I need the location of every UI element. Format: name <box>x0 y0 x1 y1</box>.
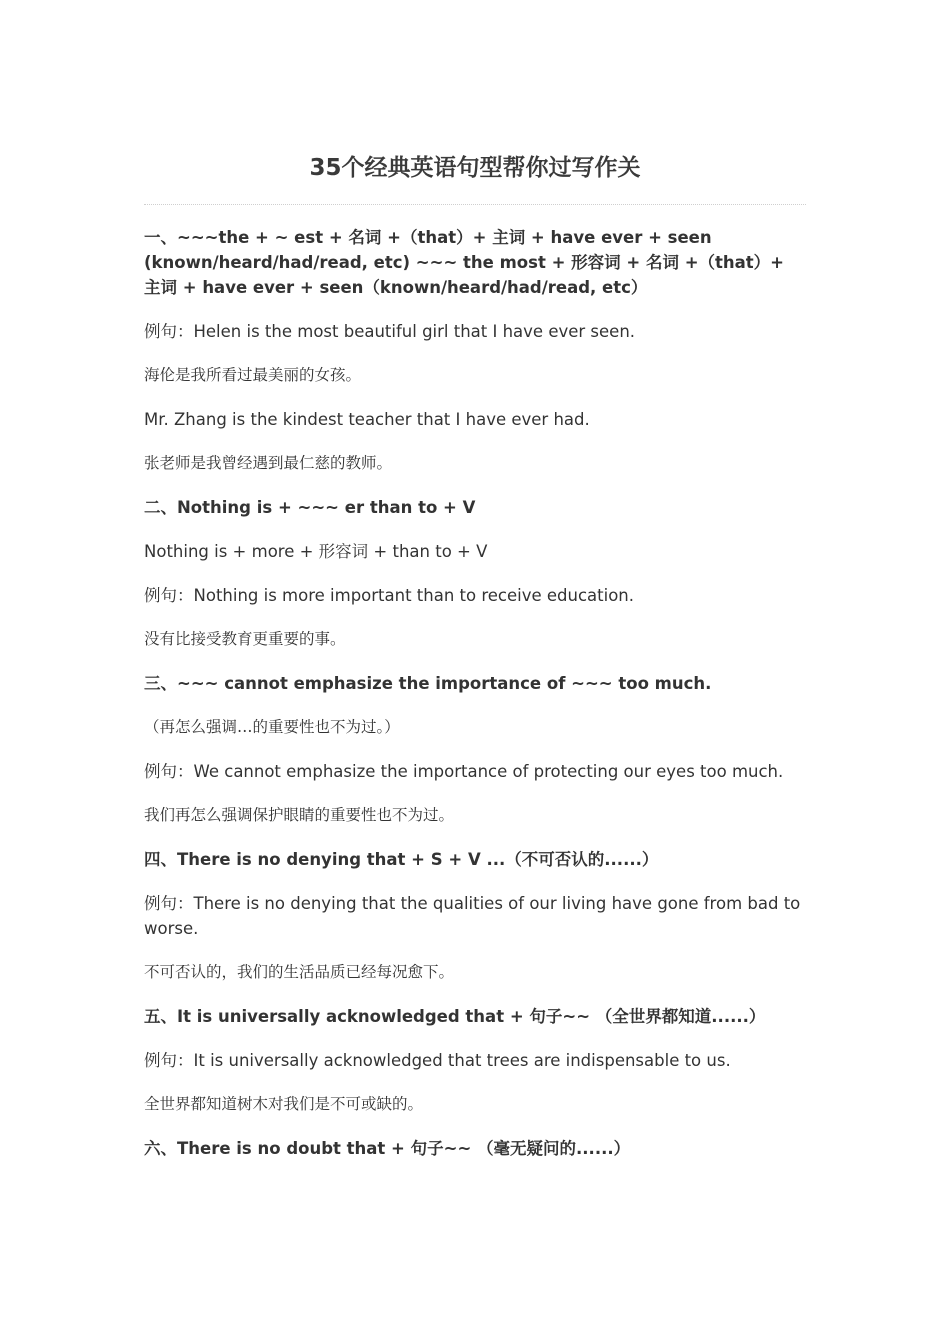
example-label: 例句： <box>144 586 194 605</box>
section-2-heading: 二、Nothing is + ~~~ er than to + V <box>144 498 476 517</box>
example-label: 例句： <box>144 762 194 781</box>
example-label: 例句： <box>144 1051 194 1070</box>
example-text: It is universally acknowledged that trees are indispensable to us. <box>193 1051 731 1070</box>
pattern-line: Nothing is + more + 形容词 + than to + V <box>144 542 488 561</box>
example-text: Helen is the most beautiful girl that I have ever seen. <box>193 322 636 341</box>
document-page <box>144 150 806 1180</box>
section-4-heading: 四、There is no denying that + S + V ...（不可否认的......） <box>144 850 659 869</box>
chinese-translation: 没有比接受教育更重要的事。 <box>144 630 346 648</box>
example-sentence <box>144 1048 806 1073</box>
title-divider <box>144 204 806 205</box>
chinese-translation: 我们再怎么强调保护眼睛的重要性也不为过。 <box>144 806 455 824</box>
chinese-translation: 全世界都知道树木对我们是不可或缺的。 <box>144 1095 424 1113</box>
chinese-explanation: （再怎么强调…的重要性也不为过。） <box>144 718 400 736</box>
example-sentence <box>144 759 806 784</box>
example-sentence <box>144 583 806 608</box>
example-sentence: Mr. Zhang is the kindest teacher that I have ever had. <box>144 410 590 429</box>
example-label: 例句： <box>144 322 194 341</box>
example-text: Nothing is more important than to receive education. <box>193 586 635 605</box>
section-1-heading: 一、~~~the + ~ est + 名词 +（that）+ 主词 + have ever + seen (known/heard/had/read, etc) ~~~ the most + 形容词 + 名词 +（that）+ 主词 + have ever + seen（known/heard/had/read, etc） <box>144 228 785 297</box>
chinese-translation: 张老师是我曾经遇到最仁慈的教师。 <box>144 454 393 472</box>
section-3-heading: 三、~~~ cannot emphasize the importance of ~~~ too much. <box>144 674 712 693</box>
section-6-heading: 六、There is no doubt that + 句子~~ （毫无疑问的......） <box>144 1139 631 1158</box>
example-label: 例句： <box>144 894 194 913</box>
chinese-translation: 不可否认的，我们的生活品质已经每况愈下。 <box>144 963 455 981</box>
example-text: There is no denying that the qualities of our living have gone from bad to worse. <box>144 894 801 938</box>
example-text: We cannot emphasize the importance of protecting our eyes too much. <box>193 762 784 781</box>
chinese-translation: 海伦是我所看过最美丽的女孩。 <box>144 366 362 384</box>
example-sentence <box>144 319 806 344</box>
example-sentence <box>144 891 806 941</box>
document-title: 35个经典英语句型帮你过写作关 <box>309 155 641 181</box>
section-5-heading: 五、It is universally acknowledged that + 句子~~ （全世界都知道......） <box>144 1007 766 1026</box>
